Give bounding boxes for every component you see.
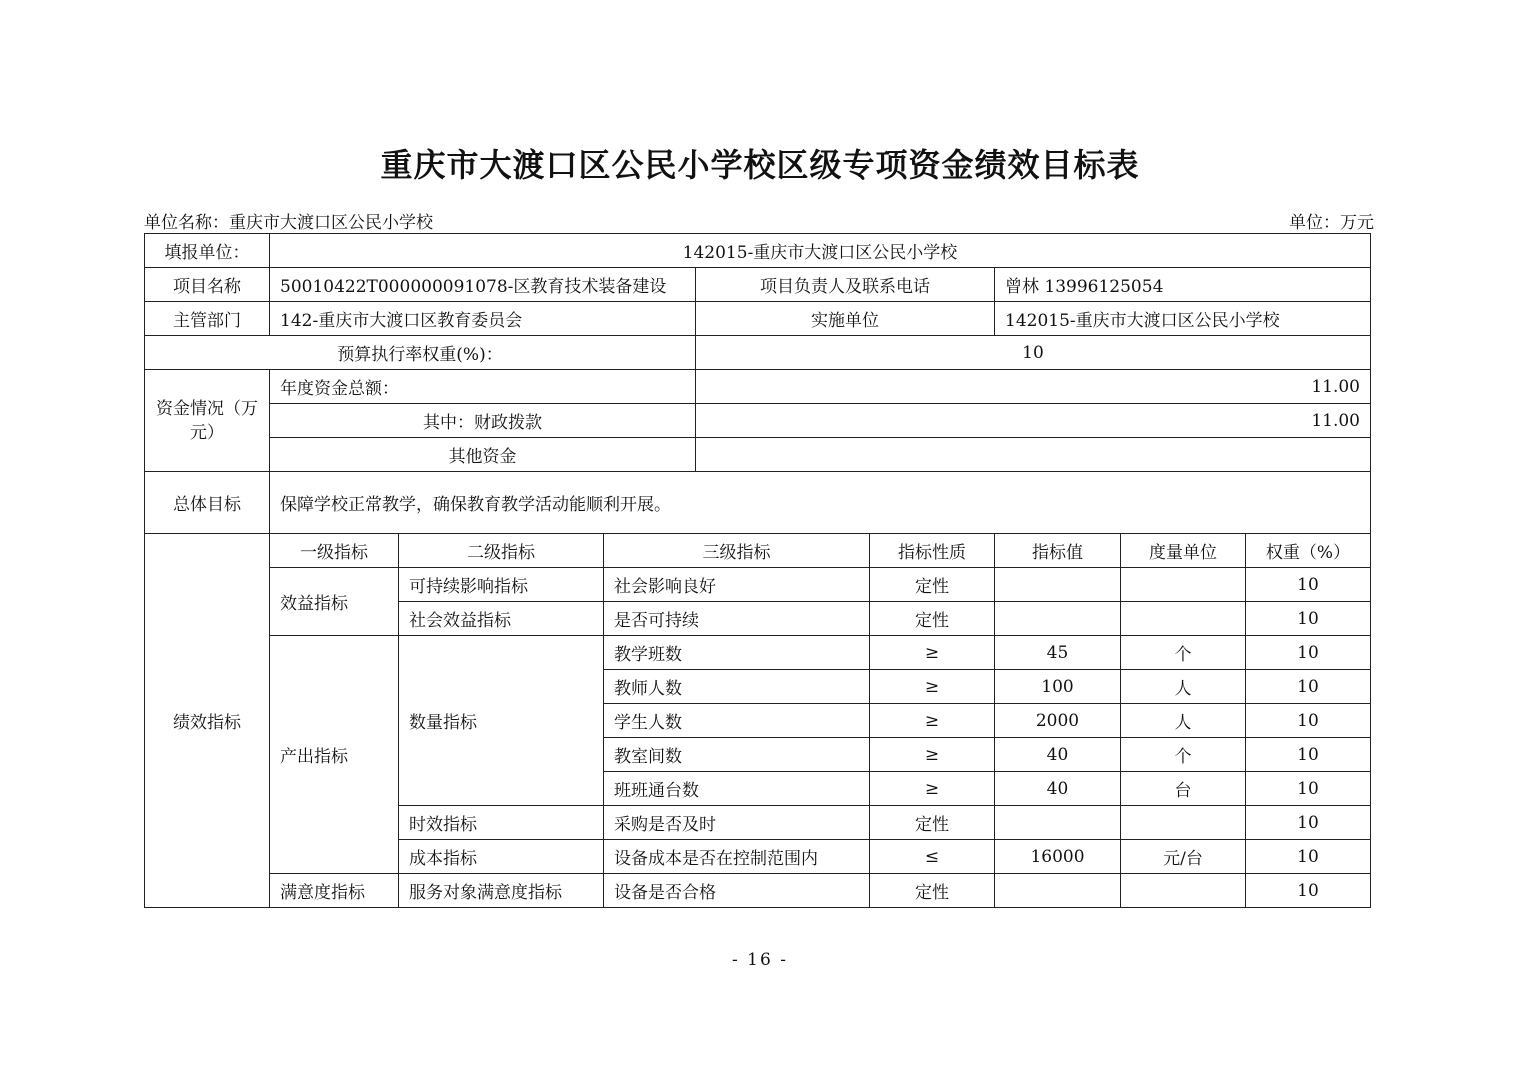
budget-weight-value: 10 (696, 336, 1371, 370)
cell-value (995, 602, 1121, 636)
cell-value: 2000 (995, 704, 1121, 738)
cell-l2: 可持续影响指标 (399, 568, 604, 602)
impl-value: 142015-重庆市大渡口区公民小学校 (995, 302, 1371, 336)
cell-unit (1121, 806, 1246, 840)
header-l3: 三级指标 (604, 534, 870, 568)
project-row (145, 268, 1371, 302)
cell-value (995, 806, 1121, 840)
cell-value (995, 568, 1121, 602)
cell-value: 100 (995, 670, 1121, 704)
cell-value: 16000 (995, 840, 1121, 874)
cell-l2: 服务对象满意度指标 (399, 874, 604, 908)
cell-l3: 社会影响良好 (604, 568, 870, 602)
annual-total-value: 11.00 (696, 370, 1371, 404)
contact-label: 项目负责人及联系电话 (696, 268, 995, 302)
unit-name: 单位名称：重庆市大渡口区公民小学校 (144, 213, 433, 233)
cell-nature: ≤ (870, 840, 995, 874)
perf-header-row (145, 534, 1371, 568)
dept-row (145, 302, 1371, 336)
cell-weight: 10 (1246, 772, 1371, 806)
table-row (145, 636, 1371, 670)
other-funds-row (145, 438, 1371, 472)
cell-nature: 定性 (870, 568, 995, 602)
cell-unit: 个 (1121, 738, 1246, 772)
header-l2: 二级指标 (399, 534, 604, 568)
cell-unit: 台 (1121, 772, 1246, 806)
goal-row (145, 472, 1371, 534)
cell-l3: 学生人数 (604, 704, 870, 738)
fiscal-label: 其中：财政拨款 (270, 404, 696, 438)
cell-weight: 10 (1246, 636, 1371, 670)
cell-nature: 定性 (870, 806, 995, 840)
funds-label: 资金情况（万元） (145, 370, 270, 472)
perf-label: 绩效指标 (145, 534, 270, 908)
reporter-label: 填报单位： (145, 234, 270, 268)
cell-weight: 10 (1246, 704, 1371, 738)
reporter-value: 142015-重庆市大渡口区公民小学校 (270, 234, 1371, 268)
reporter-row (145, 234, 1371, 268)
cell-unit: 元/台 (1121, 840, 1246, 874)
annual-total-row (145, 370, 1371, 404)
cell-value: 40 (995, 772, 1121, 806)
cell-value: 40 (995, 738, 1121, 772)
page-number: - 16 - (732, 950, 788, 970)
cell-unit: 人 (1121, 670, 1246, 704)
cell-unit: 个 (1121, 636, 1246, 670)
group-quantity: 数量指标 (399, 636, 604, 806)
cell-l3: 教室间数 (604, 738, 870, 772)
budget-weight-label: 预算执行率权重(%)： (145, 336, 696, 370)
cell-nature: 定性 (870, 874, 995, 908)
goal-value: 保障学校正常教学，确保教育教学活动能顺利开展。 (270, 472, 1371, 534)
table-row (145, 874, 1371, 908)
performance-table (144, 233, 1371, 908)
cell-nature: ≥ (870, 670, 995, 704)
cell-weight: 10 (1246, 568, 1371, 602)
cell-value: 45 (995, 636, 1121, 670)
cell-weight: 10 (1246, 602, 1371, 636)
cell-l3: 教师人数 (604, 670, 870, 704)
page-title: 重庆市大渡口区公民小学校区级专项资金绩效目标表 (380, 146, 1140, 184)
group-satisfaction: 满意度指标 (270, 874, 399, 908)
cell-l3: 采购是否及时 (604, 806, 870, 840)
header-unit: 度量单位 (1121, 534, 1246, 568)
project-name-label: 项目名称 (145, 268, 270, 302)
other-funds-label: 其他资金 (270, 438, 696, 472)
cell-unit (1121, 874, 1246, 908)
cell-nature: ≥ (870, 704, 995, 738)
dept-label: 主管部门 (145, 302, 270, 336)
cell-l3: 设备是否合格 (604, 874, 870, 908)
contact-value: 曾林 13996125054 (995, 268, 1371, 302)
cell-l3: 教学班数 (604, 636, 870, 670)
cell-value (995, 874, 1121, 908)
cell-l3: 设备成本是否在控制范围内 (604, 840, 870, 874)
cell-weight: 10 (1246, 738, 1371, 772)
header-nature: 指标性质 (870, 534, 995, 568)
cell-l2: 时效指标 (399, 806, 604, 840)
annual-total-label: 年度资金总额： (270, 370, 696, 404)
fiscal-row (145, 404, 1371, 438)
cell-unit (1121, 568, 1246, 602)
cell-nature: 定性 (870, 602, 995, 636)
cell-unit (1121, 602, 1246, 636)
cell-weight: 10 (1246, 840, 1371, 874)
cell-weight: 10 (1246, 806, 1371, 840)
table-row (145, 568, 1371, 602)
header-l1: 一级指标 (270, 534, 399, 568)
project-name-value: 50010422T000000091078-区教育技术装备建设 (270, 268, 696, 302)
cell-nature: ≥ (870, 772, 995, 806)
dept-value: 142-重庆市大渡口区教育委员会 (270, 302, 696, 336)
header-weight: 权重（%） (1246, 534, 1371, 568)
cell-l2: 成本指标 (399, 840, 604, 874)
goal-label: 总体目标 (145, 472, 270, 534)
group-output: 产出指标 (270, 636, 399, 874)
unit-currency: 单位：万元 (1289, 213, 1374, 233)
cell-l3: 班班通台数 (604, 772, 870, 806)
impl-label: 实施单位 (696, 302, 995, 336)
cell-weight: 10 (1246, 670, 1371, 704)
fiscal-value: 11.00 (696, 404, 1371, 438)
other-funds-value (696, 438, 1371, 472)
cell-nature: ≥ (870, 738, 995, 772)
cell-l3: 是否可持续 (604, 602, 870, 636)
cell-unit: 人 (1121, 704, 1246, 738)
header-value: 指标值 (995, 534, 1121, 568)
cell-l2: 社会效益指标 (399, 602, 604, 636)
group-benefit: 效益指标 (270, 568, 399, 636)
cell-weight: 10 (1246, 874, 1371, 908)
budget-weight-row (145, 336, 1371, 370)
cell-nature: ≥ (870, 636, 995, 670)
